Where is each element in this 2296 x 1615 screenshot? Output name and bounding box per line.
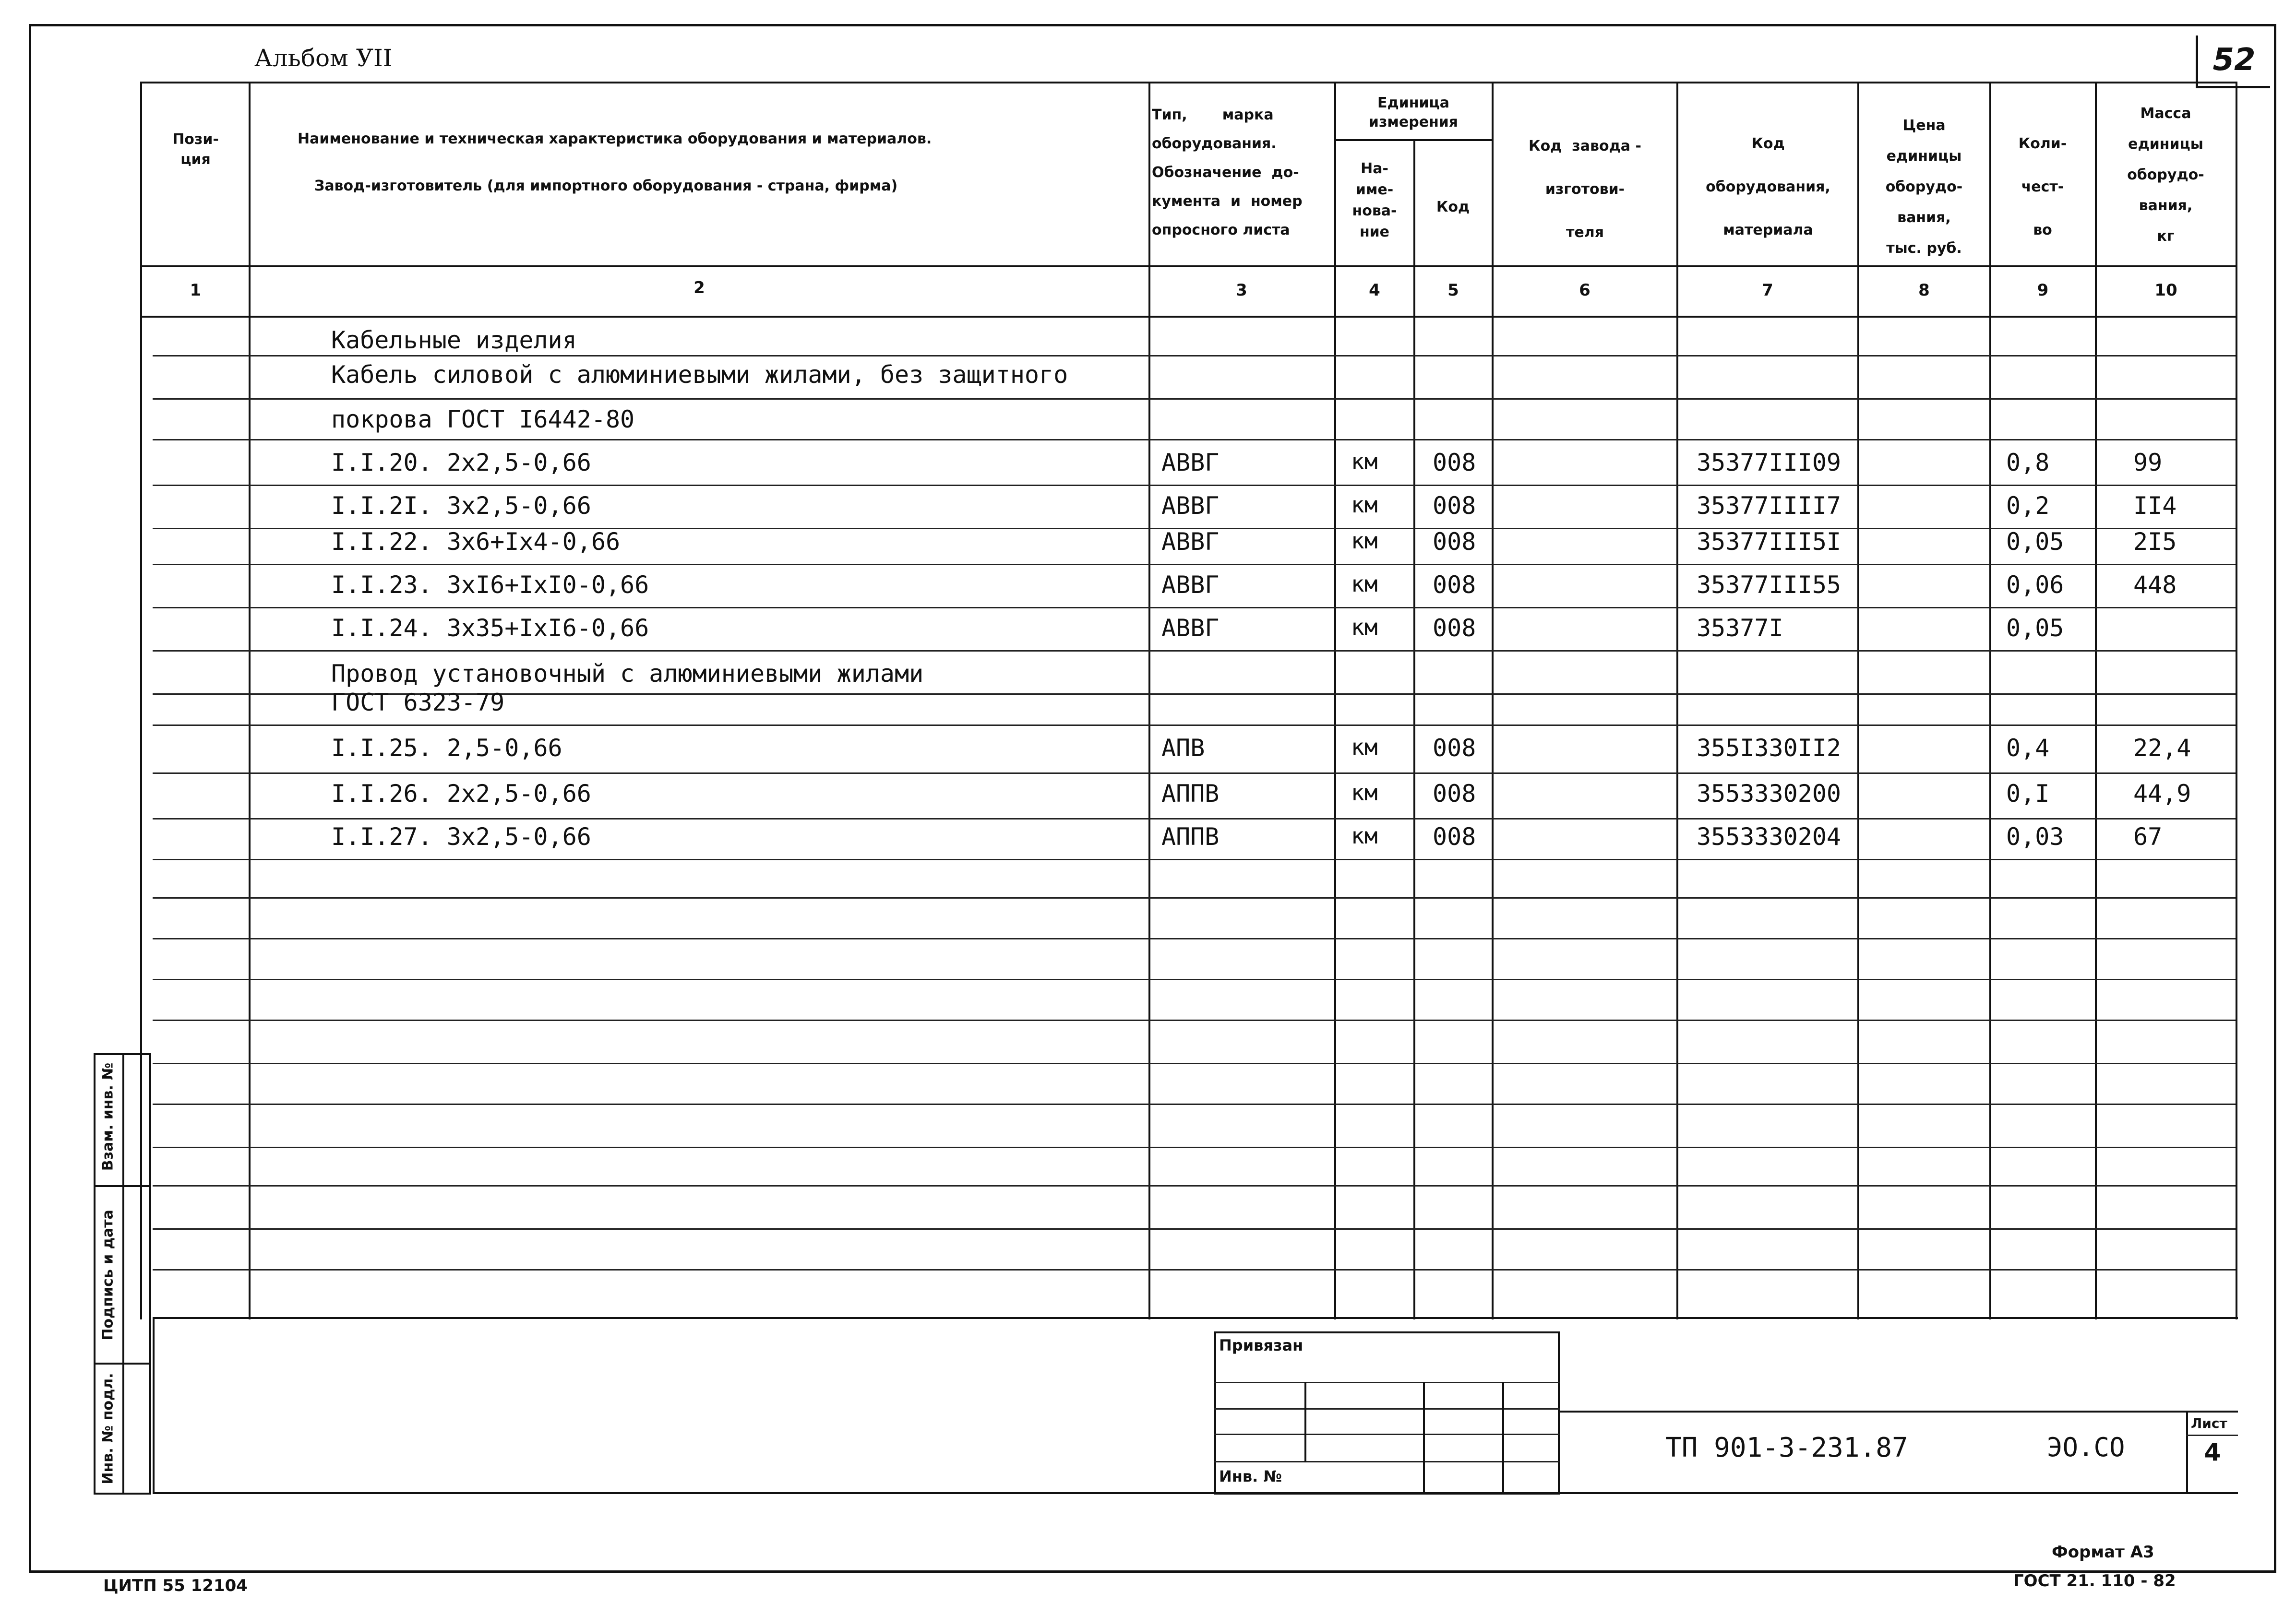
col-divider-5 [1492, 82, 1494, 1319]
row-material-code: 3553330200 [1697, 780, 1842, 808]
col-divider-7 [1857, 82, 1859, 1319]
row-separator [153, 772, 2236, 774]
row-name: ГОСТ 6323-79 [331, 689, 505, 716]
row-separator [153, 485, 2236, 486]
row-name: Кабель силовой с алюминиевыми жилами, без защитного [331, 361, 1068, 389]
row-name: I.I.26. 2x2,5-0,66 [331, 780, 591, 808]
row-separator [153, 724, 2236, 726]
row-unit: км [1351, 780, 1378, 806]
colnum-4: 4 [1369, 281, 1380, 300]
row-separator [153, 818, 2236, 819]
colnum-9: 9 [2037, 281, 2049, 300]
colnum-6: 6 [1579, 281, 1590, 300]
col-divider-4 [1413, 139, 1415, 1319]
row-unit-code: 008 [1433, 734, 1476, 762]
row-name: I.I.25. 2,5-0,66 [331, 734, 562, 762]
side-label-replacement: Взам. инв. № [99, 1062, 117, 1171]
row-name: I.I.27. 3x2,5-0,66 [331, 823, 591, 851]
header-type: Тип, марка оборудования. Обозначение до- кумента и номер опросного листа [1152, 107, 1303, 238]
header-price: Цена единицы оборудо- вания, тыс. руб. [1885, 117, 1963, 257]
album-title: Альбом УII [254, 44, 393, 72]
row-unit: км [1351, 571, 1378, 597]
colnum-10: 10 [2154, 281, 2177, 300]
row-separator [153, 1020, 2236, 1021]
row-separator [153, 1147, 2236, 1148]
row-separator [153, 1269, 2236, 1271]
row-mass: 99 [2133, 449, 2163, 476]
colnum-2: 2 [694, 278, 705, 297]
footer-format: Формат А3 [2052, 1543, 2154, 1562]
row-type: АВВГ [1161, 528, 1220, 556]
row-quantity: 0,05 [2006, 614, 2064, 642]
col-divider-2 [1148, 82, 1150, 1319]
header-material-code: Код оборудования, материала [1706, 135, 1830, 238]
row-quantity: 0,8 [2006, 449, 2050, 476]
section-code: ЭО.СО [2047, 1432, 2125, 1462]
row-quantity: 0,06 [2006, 571, 2064, 599]
row-separator [153, 1104, 2236, 1105]
row-name: I.I.23. 3xI6+IxI0-0,66 [331, 571, 649, 599]
side-label-inventory: Инв. № подл. [99, 1373, 117, 1484]
header-position: Пози- ция [172, 131, 219, 168]
col-divider-6 [1676, 82, 1678, 1319]
row-mass: 448 [2133, 571, 2177, 599]
row-unit-code: 008 [1433, 492, 1476, 520]
sheet-number: 4 [2204, 1438, 2221, 1466]
row-separator [153, 650, 2236, 652]
col-divider-8 [1989, 82, 1991, 1319]
row-quantity: 0,I [2006, 780, 2050, 808]
row-name: покрова ГОСТ I6442-80 [331, 405, 635, 433]
row-name: Провод установочный с алюминиевыми жилами [331, 660, 924, 688]
row-unit: км [1351, 528, 1378, 554]
row-separator [153, 564, 2236, 565]
row-mass: 67 [2133, 823, 2163, 851]
inv-label: Инв. № [1219, 1467, 1282, 1485]
row-material-code: 355I330II2 [1697, 734, 1842, 762]
col-divider-3 [1334, 82, 1336, 1319]
row-separator [153, 355, 2236, 356]
row-name: I.I.24. 3x35+IxI6-0,66 [331, 614, 649, 642]
row-material-code: 35377I [1697, 614, 1783, 642]
row-separator [153, 897, 2236, 899]
colnum-5: 5 [1447, 281, 1459, 300]
row-unit: км [1351, 492, 1378, 518]
row-separator [153, 1228, 2236, 1230]
row-unit: км [1351, 449, 1378, 475]
row-unit-code: 008 [1433, 614, 1476, 642]
col-divider-1 [249, 82, 251, 1319]
row-name: I.I.2I. 3x2,5-0,66 [331, 492, 591, 520]
row-mass: 44,9 [2133, 780, 2191, 808]
row-name: I.I.20. 2x2,5-0,66 [331, 449, 591, 476]
row-unit: км [1351, 734, 1378, 760]
row-name: I.I.22. 3x6+Ix4-0,66 [331, 528, 621, 556]
row-quantity: 0,2 [2006, 492, 2050, 520]
row-quantity: 0,05 [2006, 528, 2064, 556]
row-mass: 22,4 [2133, 734, 2191, 762]
row-unit-code: 008 [1433, 449, 1476, 476]
header-quantity: Коли- чест- во [2018, 135, 2067, 238]
row-material-code: 35377IIII7 [1697, 492, 1842, 520]
header-unit-group: Единица измерения [1368, 95, 1459, 131]
row-separator [153, 938, 2236, 939]
colnum-8: 8 [1918, 281, 1930, 300]
row-type: АППВ [1161, 823, 1220, 851]
col-divider-9 [2095, 82, 2097, 1319]
header-mass: Масса единицы оборудо- вания, кг [2127, 105, 2204, 245]
footer-gost: ГОСТ 21. 110 - 82 [2013, 1571, 2176, 1591]
row-unit-code: 008 [1433, 528, 1476, 556]
side-label-signature: Подпись и дата [99, 1210, 117, 1341]
row-separator [153, 1185, 2236, 1187]
row-separator [153, 607, 2236, 608]
row-material-code: 3553330204 [1697, 823, 1842, 851]
row-unit-code: 008 [1433, 571, 1476, 599]
row-type: АВВГ [1161, 492, 1220, 520]
colnum-7: 7 [1762, 281, 1773, 300]
row-material-code: 35377III5I [1697, 528, 1842, 556]
row-separator [153, 979, 2236, 980]
row-separator [153, 1063, 2236, 1064]
sheet-label: Лист [2191, 1415, 2227, 1431]
row-quantity: 0,4 [2006, 734, 2050, 762]
header-unit-code: Код [1436, 199, 1470, 215]
row-unit-code: 008 [1433, 780, 1476, 808]
row-quantity: 0,03 [2006, 823, 2064, 851]
row-material-code: 35377III55 [1697, 571, 1842, 599]
row-type: АВВГ [1161, 571, 1220, 599]
row-separator [153, 398, 2236, 400]
row-type: АВВГ [1161, 614, 1220, 642]
page-number: 52 [2212, 42, 2256, 78]
row-name: Кабельные изделия [331, 326, 577, 354]
row-mass: II4 [2133, 492, 2177, 520]
header-name-line2: Завод-изготовитель (для импортного оборудования - страна, фирма) [314, 178, 898, 194]
row-type: АВВГ [1161, 449, 1220, 476]
row-mass: 2I5 [2133, 528, 2177, 556]
footer-left: ЦИТП 55 12104 [103, 1576, 248, 1595]
header-unit-name: На- име- нова- ние [1352, 160, 1397, 240]
header-factory-code: Код завода - изготови- теля [1529, 138, 1641, 241]
colnum-3: 3 [1236, 281, 1247, 300]
row-type: АПВ [1161, 734, 1205, 762]
row-unit: км [1351, 823, 1378, 849]
row-unit-code: 008 [1433, 823, 1476, 851]
row-type: АППВ [1161, 780, 1220, 808]
bound-label: Привязан [1219, 1336, 1303, 1354]
row-material-code: 35377III09 [1697, 449, 1842, 476]
row-separator [153, 859, 2236, 860]
doc-code: ТП 901-3-231.87 [1665, 1432, 1908, 1463]
colnum-1: 1 [190, 281, 202, 300]
row-unit: км [1351, 614, 1378, 640]
header-name-line1: Наименование и техническая характеристика оборудования и материалов. [298, 131, 932, 147]
row-separator [153, 439, 2236, 440]
